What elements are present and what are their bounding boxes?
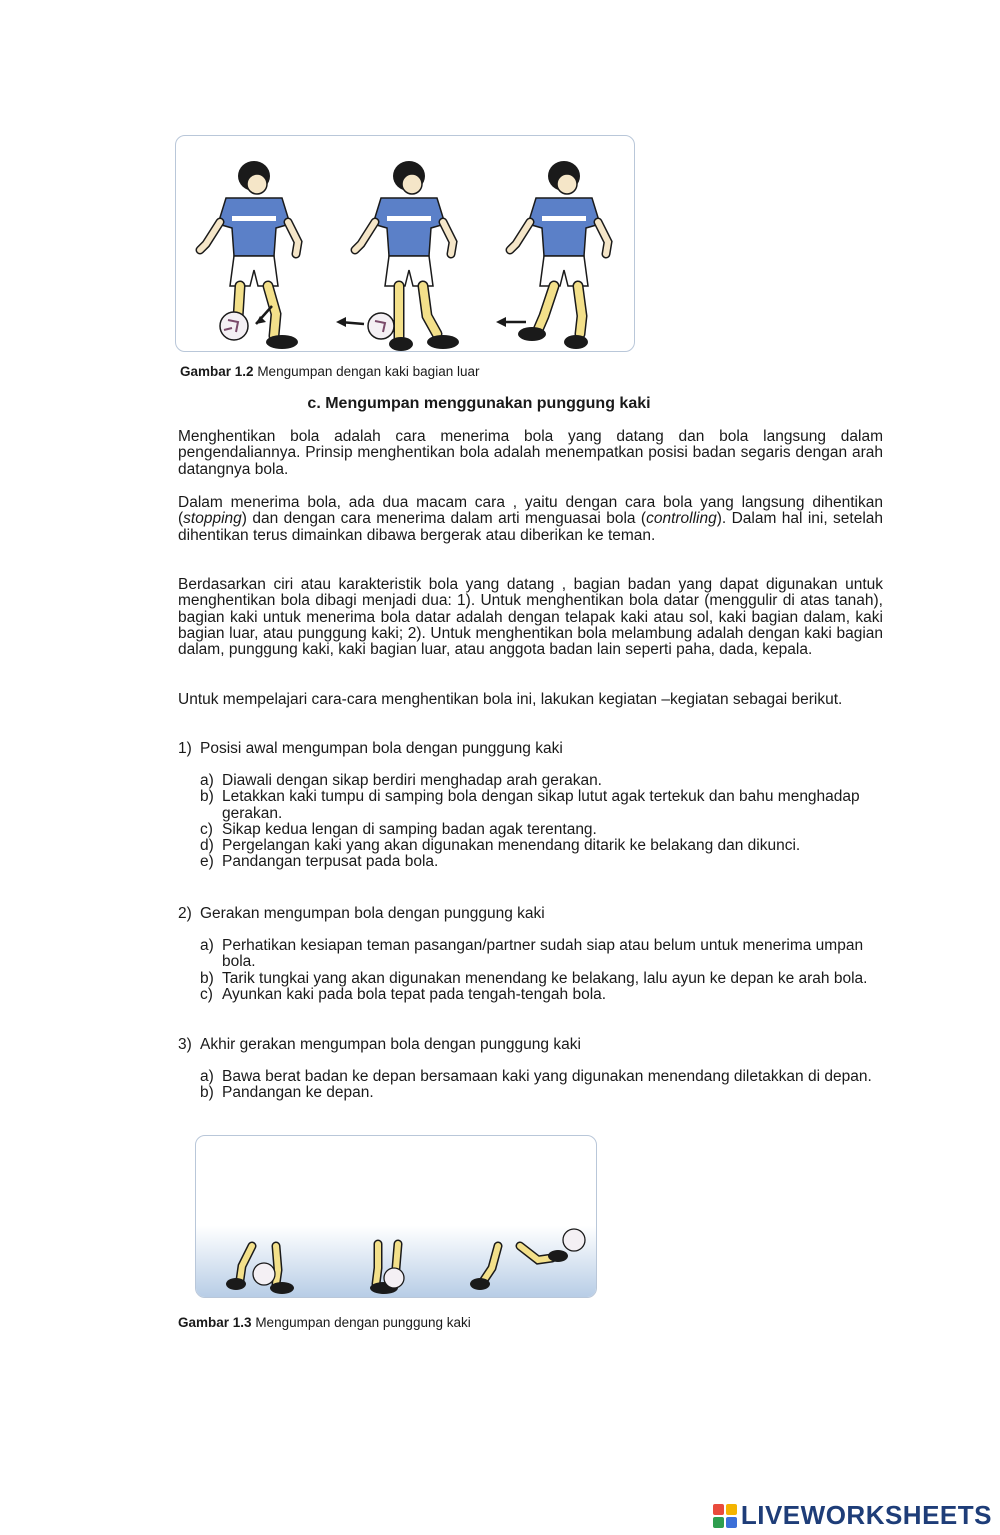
step-1-list xyxy=(200,773,890,871)
list-item-letter: b) xyxy=(200,1084,214,1102)
figure-2-caption-label: Gambar 1.3 xyxy=(178,1315,252,1330)
step-2-text: Gerakan mengumpan bola dengan punggung kaki xyxy=(200,905,545,922)
list-item-letter: d) xyxy=(200,837,214,855)
list-item-text: Pergelangan kaki yang akan digunakan menendang ditarik ke belakang dan dikunci. xyxy=(222,837,801,855)
list-item xyxy=(200,938,890,971)
paragraph-2 xyxy=(178,495,883,544)
list-item-text: Pandangan terpusat pada bola. xyxy=(222,853,439,871)
step-2-title xyxy=(178,905,545,923)
section-heading: c. Mengumpan menggunakan punggung kaki xyxy=(307,395,651,412)
figure-instep-pass xyxy=(195,1135,597,1298)
paragraph-2-part-3: ). Dalam hal ini, setelah dihentikan terus dimainkan dibawa bergerak atau diberikan ke teman. xyxy=(178,510,884,544)
list-item xyxy=(200,789,890,822)
step-1-title xyxy=(178,740,563,758)
list-item xyxy=(200,838,890,854)
illustration-outer-foot-pass xyxy=(176,136,634,351)
list-item-text: Ayunkan kaki pada bola tepat pada tengah-tengah bola. xyxy=(222,985,607,1003)
list-item xyxy=(200,1069,890,1085)
step-3-list xyxy=(200,1069,890,1102)
list-item-text: Sikap kedua lengan di samping badan agak terentang. xyxy=(222,820,597,838)
list-item-letter: a) xyxy=(200,1068,214,1085)
liveworksheets-logo-text: LIVEWORKSHEETS xyxy=(740,1500,992,1530)
list-item xyxy=(200,773,890,789)
list-item-letter: a) xyxy=(200,772,214,789)
term-controlling: controlling xyxy=(646,510,717,528)
step-3-text: Akhir gerakan mengumpan bola dengan punggung kaki xyxy=(200,1036,581,1053)
list-item xyxy=(200,854,890,870)
list-item xyxy=(200,971,890,987)
list-item-letter: b) xyxy=(200,788,214,806)
paragraph-3: Berdasarkan ciri atau karakteristik bola yang datang , bagian badan yang dapat digunakan untuk menghentikan bola dibagi menjadi dua: 1). Untuk menghentikan bola datar (menggulir di atas tanah), bagian kaki untuk menerima bola datar adalah dengan telapak kaki atau sol, kaki bagian dalam, kaki bagian luar, atau punggung kaki; 2). Untuk menghentikan bola melambung adalah dengan kaki bagian dalam, punggung kaki, kaki bagian luar, atau anggota badan lain seperti paha, dada, kepala. xyxy=(178,576,883,659)
step-2-number: 2) xyxy=(178,905,192,922)
paragraph-2-part-1: Dalam menerima bola, ada dua macam cara , yaitu dengan cara bola yang langsung dihentikan ( xyxy=(178,494,883,528)
paragraph-1: Menghentikan bola adalah cara menerima bola yang datang dan bola langsung dalam pengendaliannya. Prinsip menghentikan bola adalah menempatkan posisi badan segaris dengan arah datangnya bola. xyxy=(178,428,883,478)
list-item xyxy=(200,822,890,838)
list-item-text: Pandangan ke depan. xyxy=(222,1084,374,1102)
list-item-text: Diawali dengan sikap berdiri menghadap arah gerakan. xyxy=(222,772,602,789)
step-1-number: 1) xyxy=(178,740,192,757)
term-stopping: stopping xyxy=(183,510,242,528)
step-2-list xyxy=(200,938,890,1003)
figure-1-caption-label: Gambar 1.2 xyxy=(180,364,254,379)
figure-2-caption-text: Mengumpan dengan punggung kaki xyxy=(255,1315,471,1330)
list-item-letter: e) xyxy=(200,853,214,871)
list-item-text: Perhatikan kesiapan teman pasangan/partner sudah siap atau belum untuk menerima umpan bola. xyxy=(222,937,864,971)
liveworksheets-logo[interactable] xyxy=(713,1500,992,1531)
list-item xyxy=(200,1085,890,1101)
paragraph-4: Untuk mempelajari cara-cara menghentikan bola ini, lakukan kegiatan –kegiatan sebagai berikut. xyxy=(178,691,843,708)
list-item xyxy=(200,987,890,1003)
paragraph-2-part-2: ) dan dengan cara menerima dalam arti menguasai bola ( xyxy=(241,510,647,528)
step-3-title xyxy=(178,1036,581,1054)
figure-outer-foot-pass xyxy=(175,135,635,352)
step-1-text: Posisi awal mengumpan bola dengan punggung kaki xyxy=(200,740,563,757)
list-item-text: Letakkan kaki tumpu di samping bola dengan sikap lutut agak tertekuk dan bahu menghadap gerakan. xyxy=(222,788,860,822)
list-item-letter: b) xyxy=(200,969,214,987)
list-item-text: Tarik tungkai yang akan digunakan menendang ke belakang, lalu ayun ke depan ke arah bola. xyxy=(222,969,868,987)
illustration-instep-pass xyxy=(196,1136,596,1297)
list-item-letter: a) xyxy=(200,937,214,954)
figure-2-caption xyxy=(178,1315,471,1330)
liveworksheets-logo-icon xyxy=(713,1504,737,1528)
figure-1-caption-text: Mengumpan dengan kaki bagian luar xyxy=(257,364,480,379)
figure-1-caption xyxy=(180,364,479,379)
list-item-letter: c) xyxy=(200,985,213,1003)
step-3-number: 3) xyxy=(178,1036,192,1053)
list-item-text: Bawa berat badan ke depan bersamaan kaki yang digunakan menendang diletakkan di depan. xyxy=(222,1068,872,1085)
list-item-letter: c) xyxy=(200,820,213,838)
